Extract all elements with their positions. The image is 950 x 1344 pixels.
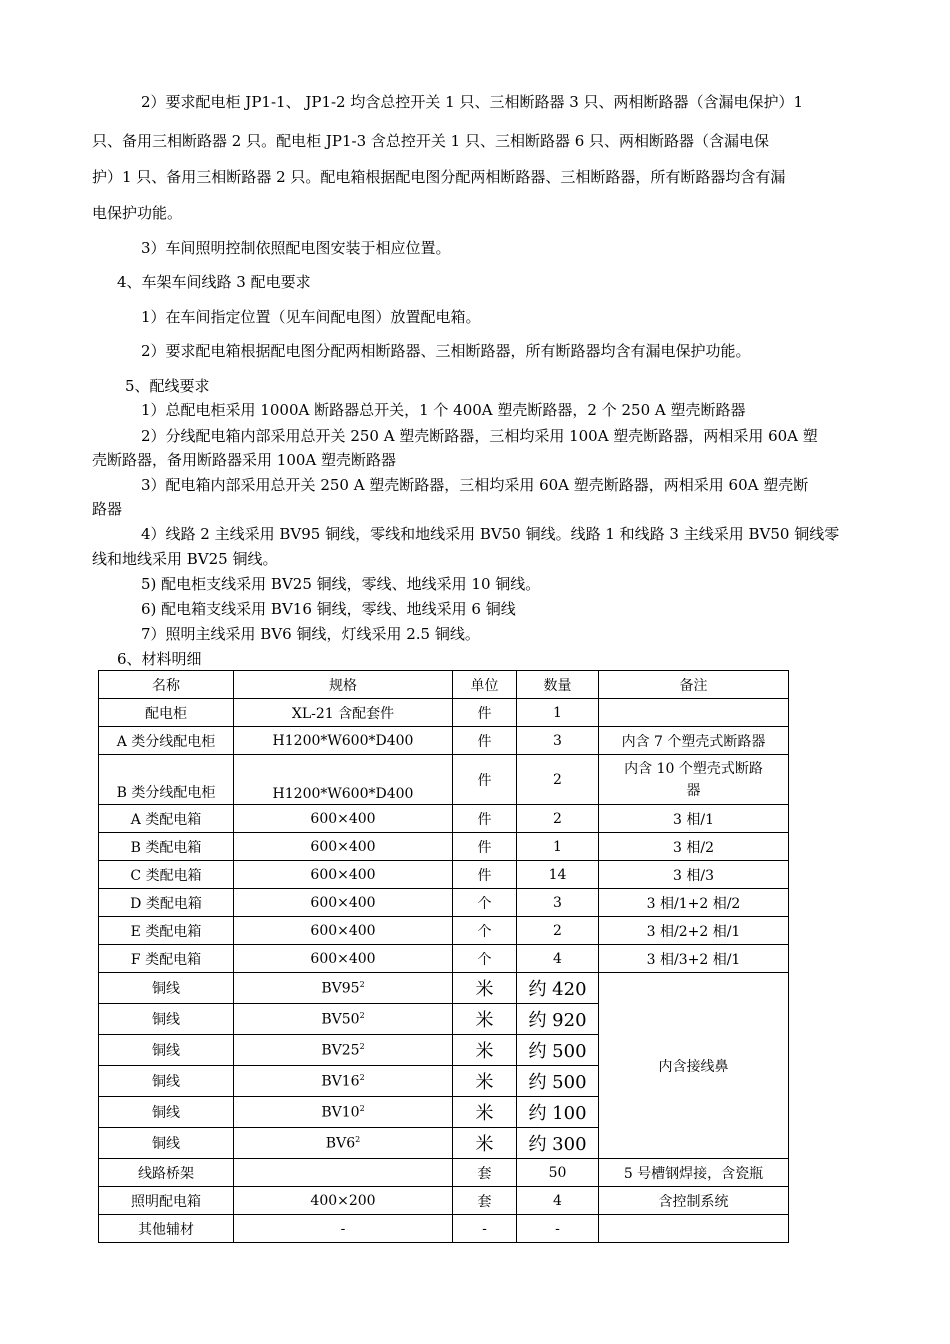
table-row [99,805,789,833]
unit-cell: 个 [453,917,517,945]
unit-cell: 套 [453,1187,517,1215]
paragraph-line: 2）要求配电柜 JP1-1、 JP1-2 均含总控开关 1 只、三相断路器 3 只、两相断路器（含漏电保护）1 [141,93,804,111]
qty-cell: 2 [517,805,599,833]
note-cell [599,1215,789,1243]
spec-sup: 2 [359,1041,365,1051]
unit-cell: 个 [453,889,517,917]
name-cell: 铜线 [99,1004,234,1035]
paragraph-line: 5) 配电柜支线采用 BV25 铜线，零线、地线采用 10 铜线。 [141,575,541,593]
unit-cell: 米 [453,1035,517,1066]
spec-cell [234,1159,453,1187]
paragraph-line: 护）1 只、备用三相断路器 2 只。配电箱根据配电图分配两相断路器、三相断路器，所有断路器均含有漏 [92,168,786,186]
spec-cell: - [234,1215,453,1243]
table-header-row [99,671,789,699]
name-cell: B 类配电箱 [99,833,234,861]
wire-note-cell: 内含接线鼻 [599,973,789,1159]
qty-cell: 2 [517,917,599,945]
paragraph-line: 2）要求配电箱根据配电图分配两相断路器、三相断路器，所有断路器均含有漏电保护功能。 [141,342,751,360]
note-cell: 5 号槽钢焊接，含瓷瓶 [599,1159,789,1187]
name-cell: 铜线 [99,1066,234,1097]
paragraph-line: 线和地线采用 BV25 铜线。 [92,550,278,568]
spec-text: BV16 [321,1073,360,1090]
name-cell: D 类配电箱 [99,889,234,917]
section-heading: 6、材料明细 [117,650,202,668]
header-cell: 名称 [99,671,234,699]
table-row [99,889,789,917]
qty-cell: 约 500 [517,1035,599,1066]
name-cell: B 类分线配电柜 [99,755,234,805]
qty-cell: 1 [517,699,599,727]
spec-cell: 600×400 [234,833,453,861]
name-cell: C 类配电箱 [99,861,234,889]
note-cell: 3 相/1 [599,805,789,833]
qty-cell: 4 [517,945,599,973]
table-row [99,755,789,805]
name-cell: A 类分线配电柜 [99,727,234,755]
unit-cell: 米 [453,973,517,1004]
spec-cell [234,1097,453,1128]
paragraph-line: 4）线路 2 主线采用 BV95 铜线，零线和地线采用 BV50 铜线。线路 1 和线路 3 主线采用 BV50 铜线零 [141,525,840,543]
header-cell: 备注 [599,671,789,699]
note-cell: 3 相/3 [599,861,789,889]
spec-cell: 600×400 [234,945,453,973]
spec-cell: H1200*W600*D400 [234,755,453,805]
spec-cell [234,1128,453,1159]
unit-cell: 件 [453,805,517,833]
spec-cell [234,1035,453,1066]
unit-cell: 件 [453,861,517,889]
unit-cell: 件 [453,755,517,805]
table-row [99,945,789,973]
note-cell: 3 相/2+2 相/1 [599,917,789,945]
qty-cell: 14 [517,861,599,889]
spec-cell: 400×200 [234,1187,453,1215]
note-cell: 3 相/3+2 相/1 [599,945,789,973]
unit-cell: - [453,1215,517,1243]
name-cell: 铜线 [99,1097,234,1128]
qty-cell: 1 [517,833,599,861]
note-cell: 3 相/1+2 相/2 [599,889,789,917]
paragraph-line: 3）车间照明控制依照配电图安装于相应位置。 [141,239,451,257]
unit-cell: 米 [453,1128,517,1159]
spec-cell: H1200*W600*D400 [234,727,453,755]
paragraph-line: 7）照明主线采用 BV6 铜线，灯线采用 2.5 铜线。 [141,625,480,643]
table-row [99,1159,789,1187]
qty-cell: 50 [517,1159,599,1187]
unit-cell: 个 [453,945,517,973]
spec-sup: 2 [359,979,365,989]
table-row [99,727,789,755]
header-cell: 规格 [234,671,453,699]
spec-sup: 2 [359,1010,365,1020]
name-cell: 其他辅材 [99,1215,234,1243]
spec-cell: 600×400 [234,805,453,833]
qty-cell: 约 420 [517,973,599,1004]
table-row [99,833,789,861]
section-heading: 5、配线要求 [125,377,210,395]
table-row [99,973,789,1004]
note-line: 器 [686,782,701,799]
paragraph-line: 壳断路器，备用断路器采用 100A 塑壳断路器 [92,451,397,469]
paragraph-line: 1）总配电柜采用 1000A 断路器总开关，1 个 400A 塑壳断路器，2 个 250 A 塑壳断路器 [141,401,746,419]
unit-cell: 米 [453,1097,517,1128]
header-cell: 单位 [453,671,517,699]
spec-text: BV50 [321,1011,360,1028]
table-row [99,699,789,727]
table-row [99,1187,789,1215]
unit-cell: 米 [453,1004,517,1035]
table-row [99,1215,789,1243]
spec-cell: XL-21 含配套件 [234,699,453,727]
qty-cell: 3 [517,727,599,755]
paragraph-line: 2）分线配电箱内部采用总开关 250 A 塑壳断路器，三相均采用 100A 塑壳断路器，两相采用 60A 塑 [141,427,818,445]
paragraph-line: 3）配电箱内部采用总开关 250 A 塑壳断路器，三相均采用 60A 塑壳断路器，两相采用 60A 塑壳断 [141,476,809,494]
spec-text: BV6 [325,1135,356,1152]
qty-cell: 3 [517,889,599,917]
spec-cell: 600×400 [234,917,453,945]
note-cell [599,755,789,805]
name-cell: 照明配电箱 [99,1187,234,1215]
qty-cell: 约 500 [517,1066,599,1097]
spec-cell [234,973,453,1004]
spec-text: BV10 [321,1104,360,1121]
unit-cell: 套 [453,1159,517,1187]
unit-cell: 件 [453,833,517,861]
name-cell: 铜线 [99,1035,234,1066]
spec-cell: 600×400 [234,889,453,917]
spec-sup: 2 [359,1072,365,1082]
qty-cell: 约 100 [517,1097,599,1128]
header-cell: 数量 [517,671,599,699]
unit-cell: 件 [453,727,517,755]
spec-sup: 2 [359,1103,365,1113]
name-cell: E 类配电箱 [99,917,234,945]
spec-cell: 600×400 [234,861,453,889]
qty-cell: 约 300 [517,1128,599,1159]
qty-cell: 2 [517,755,599,805]
note-cell: 3 相/2 [599,833,789,861]
unit-cell: 米 [453,1066,517,1097]
name-cell: 铜线 [99,1128,234,1159]
paragraph-line: 1）在车间指定位置（见车间配电图）放置配电箱。 [141,308,481,326]
note-cell: 内含 7 个塑壳式断路器 [599,727,789,755]
paragraph-line: 电保护功能。 [92,204,183,222]
table-row [99,917,789,945]
paragraph-line: 只、备用三相断路器 2 只。配电柜 JP1-3 含总控开关 1 只、三相断路器 6 只、两相断路器（含漏电保 [92,132,770,150]
spec-text: BV25 [321,1042,360,1059]
spec-cell [234,1004,453,1035]
name-cell: 线路桥架 [99,1159,234,1187]
qty-cell: 4 [517,1187,599,1215]
name-cell: 铜线 [99,973,234,1004]
spec-text: BV95 [321,980,360,997]
note-cell [599,699,789,727]
spec-cell [234,1066,453,1097]
section-heading: 4、车架车间线路 3 配电要求 [117,273,311,291]
qty-cell: - [517,1215,599,1243]
name-cell: F 类配电箱 [99,945,234,973]
table-row [99,861,789,889]
name-cell: A 类配电箱 [99,805,234,833]
spec-sup: 2 [355,1134,361,1144]
unit-cell: 件 [453,699,517,727]
note-line: 内含 10 个塑壳式断路 [624,760,763,777]
paragraph-line: 路器 [92,500,123,518]
qty-cell: 约 920 [517,1004,599,1035]
paragraph-line: 6) 配电箱支线采用 BV16 铜线，零线、地线采用 6 铜线 [141,600,516,618]
name-cell: 配电柜 [99,699,234,727]
note-cell: 含控制系统 [599,1187,789,1215]
materials-table [98,670,789,1243]
